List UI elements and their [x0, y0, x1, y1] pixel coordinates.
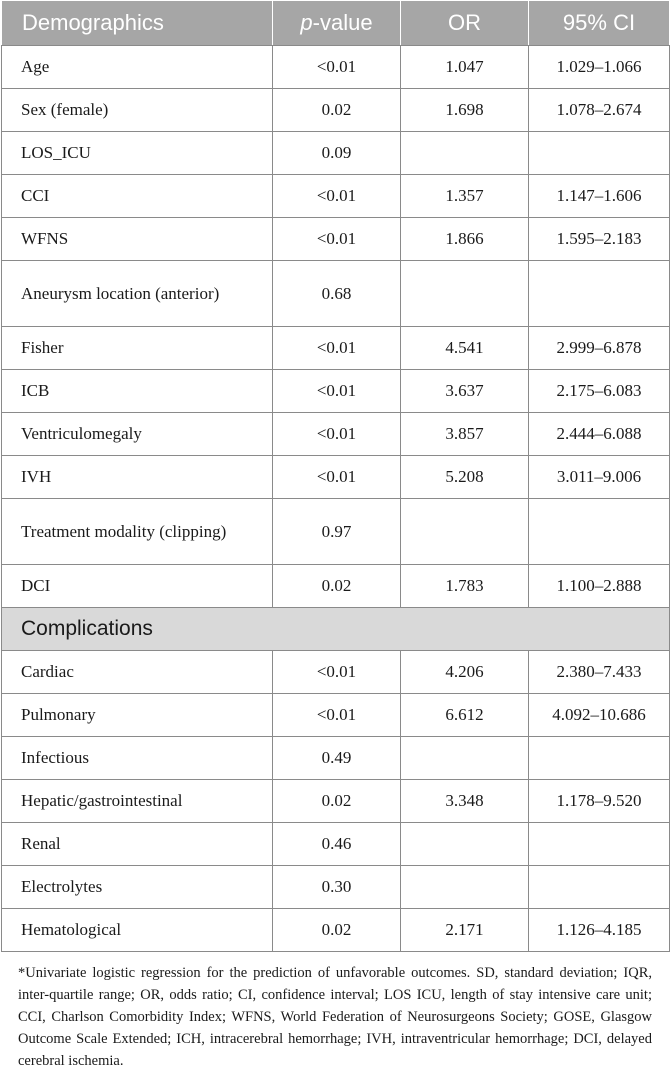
p-value-cell: 0.46	[273, 823, 401, 866]
odds-ratio-cell	[401, 737, 529, 780]
complications-body	[2, 651, 670, 952]
odds-ratio-cell: 4.206	[401, 651, 529, 694]
table-footnote: *Univariate logistic regression for the prediction of unfavorable outcomes. SD, standard deviation; IQR, inter-quartile range; OR, odds ratio; CI, confidence interval; LOS ICU, length of stay intensive care unit; CCI, Charlson Comorbidity Index; WFNS, World Federation of Neurosurgeons Society; GOSE, Glasgow Outcome Scale Extended; ICH, intracerebral hemorrhage; IVH, intraventricular hemorrhage; DCI, delayed cerebral ischemia.	[18, 965, 652, 1069]
confidence-interval-cell: 1.100–2.888	[529, 565, 670, 608]
confidence-interval-cell: 3.011–9.006	[529, 456, 670, 499]
table-row	[2, 499, 670, 565]
odds-ratio-cell: 1.047	[401, 46, 529, 89]
row-label: Pulmonary	[2, 694, 273, 737]
table-row	[2, 175, 670, 218]
confidence-interval-cell: 2.175–6.083	[529, 370, 670, 413]
table-row	[2, 737, 670, 780]
row-label: Hematological	[2, 909, 273, 952]
confidence-interval-cell	[529, 499, 670, 565]
p-value-cell: <0.01	[273, 327, 401, 370]
odds-ratio-cell: 6.612	[401, 694, 529, 737]
odds-ratio-cell: 4.541	[401, 327, 529, 370]
table-row	[2, 909, 670, 952]
confidence-interval-cell: 1.595–2.183	[529, 218, 670, 261]
row-label: Electrolytes	[2, 866, 273, 909]
odds-ratio-cell: 1.783	[401, 565, 529, 608]
complications-section	[2, 608, 670, 651]
row-label: IVH	[2, 456, 273, 499]
p-value-cell: <0.01	[273, 218, 401, 261]
row-label: Treatment modality (clipping)	[2, 499, 273, 565]
header-ci: 95% CI	[529, 1, 670, 46]
header-p-rest: -value	[312, 10, 373, 35]
results-table	[1, 0, 670, 952]
odds-ratio-cell: 3.857	[401, 413, 529, 456]
confidence-interval-cell: 2.380–7.433	[529, 651, 670, 694]
p-value-cell: <0.01	[273, 175, 401, 218]
table-row	[2, 866, 670, 909]
p-value-cell: 0.30	[273, 866, 401, 909]
row-label: Aneurysm location (anterior)	[2, 261, 273, 327]
row-label: Hepatic/gastrointestinal	[2, 780, 273, 823]
row-label: LOS_ICU	[2, 132, 273, 175]
header-p-italic: p	[300, 10, 313, 35]
confidence-interval-cell: 1.078–2.674	[529, 89, 670, 132]
confidence-interval-cell: 1.126–4.185	[529, 909, 670, 952]
p-value-cell: <0.01	[273, 456, 401, 499]
odds-ratio-cell: 3.637	[401, 370, 529, 413]
p-value-cell: <0.01	[273, 413, 401, 456]
table-row	[2, 370, 670, 413]
odds-ratio-cell	[401, 499, 529, 565]
table-row	[2, 823, 670, 866]
confidence-interval-cell: 1.178–9.520	[529, 780, 670, 823]
odds-ratio-cell	[401, 823, 529, 866]
confidence-interval-cell	[529, 823, 670, 866]
confidence-interval-cell: 2.444–6.088	[529, 413, 670, 456]
odds-ratio-cell: 5.208	[401, 456, 529, 499]
odds-ratio-cell	[401, 261, 529, 327]
p-value-cell: 0.97	[273, 499, 401, 565]
odds-ratio-cell: 1.357	[401, 175, 529, 218]
table-row	[2, 565, 670, 608]
p-value-cell: 0.09	[273, 132, 401, 175]
row-label: Sex (female)	[2, 89, 273, 132]
p-value-cell: <0.01	[273, 694, 401, 737]
row-label: WFNS	[2, 218, 273, 261]
p-value-cell: 0.49	[273, 737, 401, 780]
confidence-interval-cell	[529, 132, 670, 175]
table-header	[2, 1, 670, 46]
row-label: ICB	[2, 370, 273, 413]
table-row	[2, 694, 670, 737]
p-value-cell: <0.01	[273, 651, 401, 694]
odds-ratio-cell: 3.348	[401, 780, 529, 823]
table-row	[2, 132, 670, 175]
confidence-interval-cell: 4.092–10.686	[529, 694, 670, 737]
table-row	[2, 456, 670, 499]
odds-ratio-cell: 1.866	[401, 218, 529, 261]
row-label: Infectious	[2, 737, 273, 780]
p-value-cell: <0.01	[273, 46, 401, 89]
p-value-cell: <0.01	[273, 370, 401, 413]
table-row	[2, 89, 670, 132]
row-label: Age	[2, 46, 273, 89]
confidence-interval-cell: 2.999–6.878	[529, 327, 670, 370]
table-row	[2, 651, 670, 694]
demographics-body	[2, 46, 670, 608]
p-value-cell: 0.02	[273, 909, 401, 952]
header-demographics: Demographics	[2, 1, 273, 46]
header-p-value	[273, 1, 401, 46]
p-value-cell: 0.02	[273, 780, 401, 823]
confidence-interval-cell	[529, 737, 670, 780]
row-label: DCI	[2, 565, 273, 608]
p-value-cell: 0.02	[273, 89, 401, 132]
odds-ratio-cell: 2.171	[401, 909, 529, 952]
p-value-cell: 0.02	[273, 565, 401, 608]
row-label: Cardiac	[2, 651, 273, 694]
table-row	[2, 413, 670, 456]
p-value-cell: 0.68	[273, 261, 401, 327]
header-row	[2, 1, 670, 46]
table-row	[2, 46, 670, 89]
row-label: Fisher	[2, 327, 273, 370]
table-row	[2, 327, 670, 370]
row-label: Ventriculomegaly	[2, 413, 273, 456]
row-label: CCI	[2, 175, 273, 218]
table-row	[2, 780, 670, 823]
odds-ratio-cell	[401, 132, 529, 175]
odds-ratio-cell	[401, 866, 529, 909]
table-row	[2, 261, 670, 327]
odds-ratio-cell: 1.698	[401, 89, 529, 132]
header-or: OR	[401, 1, 529, 46]
row-label: Renal	[2, 823, 273, 866]
section-row-complications	[2, 608, 670, 651]
table-row	[2, 218, 670, 261]
confidence-interval-cell	[529, 261, 670, 327]
section-label-complications: Complications	[2, 608, 670, 651]
confidence-interval-cell	[529, 866, 670, 909]
confidence-interval-cell: 1.147–1.606	[529, 175, 670, 218]
confidence-interval-cell: 1.029–1.066	[529, 46, 670, 89]
